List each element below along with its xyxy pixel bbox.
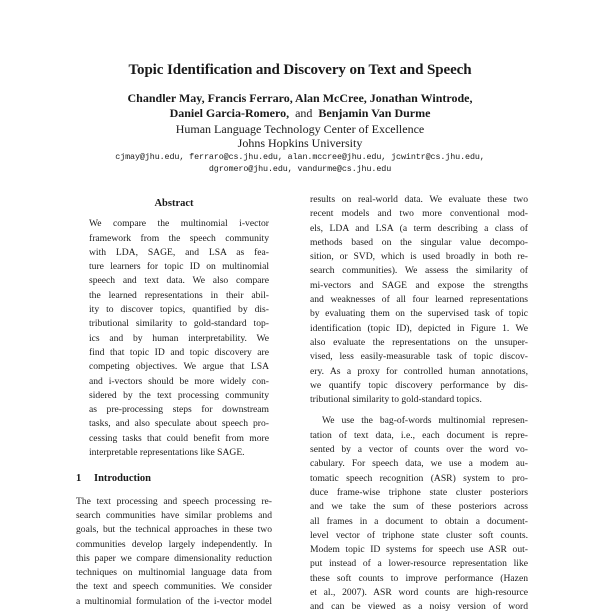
body-line: the text and speech communities. We consider (76, 581, 272, 593)
body-line: recent models and two more conventional mod- (310, 208, 528, 220)
author-names: Benjamin Van Durme (318, 105, 431, 120)
affiliation (0, 122, 600, 150)
paper-title: Topic Identification and Discovery on Text and Speech (128, 62, 472, 78)
body-line: els, LDA and LSA (a term describing a class of (310, 222, 528, 234)
body-line: a multinomial formulation of the i-vector model (76, 595, 272, 607)
abstract-line: as pre-processing steps for downstream (89, 404, 269, 416)
abstract-body (76, 217, 272, 460)
abstract-line: ture learners for topic ID on multinomial (89, 261, 269, 273)
body-line: duce frame-wise triphone state cluster posteriors (310, 486, 528, 498)
abstract-line: ity to discover topics, quantified by dis- (89, 304, 269, 316)
author-and: and (295, 105, 313, 120)
abstract-line: tasks, and also speculate about speech pro- (89, 418, 269, 430)
body-line: these soft counts to improve performance (Hazen (310, 572, 528, 584)
section-heading-introduction (76, 472, 272, 486)
body-line: cabulary. For speech data, we use a modem au- (310, 458, 528, 470)
author-emails (0, 152, 600, 175)
body-line: methods based on the singular value decompo- (310, 236, 528, 248)
body-line: techniques on multinomial language data from (76, 567, 272, 579)
body-line: We use the bag-of-words multinomial represen- (322, 415, 528, 427)
body-line: search communities). We assess the similarity of (310, 265, 528, 277)
body-line: level vector of triphone state cluster soft counts. (310, 529, 528, 541)
body-line: this paper we compare dimensionality reduction (76, 552, 272, 564)
body-line: by evaluating them on the supervised task of topic (310, 308, 528, 320)
body-line: sition, or SVD, which is used broadly in both re- (310, 251, 528, 263)
body-line: tomatic speech recognition (ASR) system to pro- (310, 472, 528, 484)
abstract-line: We compare the multinomial i-vector (89, 218, 269, 230)
body-line: communities develop largely independently. In (76, 538, 272, 550)
body-line: goals, but the technical approaches in these two (76, 524, 272, 536)
abstract-line: ics and by human interpretability. We (89, 332, 269, 344)
section-number: 1 (76, 473, 82, 485)
abstract-line: interpretable representations like SAGE. (89, 447, 245, 459)
body-line: and can be viewed as a noisy version of word (310, 601, 528, 613)
section-title: Introduction (94, 473, 151, 485)
abstract-line: framework from the speech community (89, 232, 269, 244)
body-line: tributional similarity to gold-standard topics. (310, 394, 482, 406)
email-line: cjmay@jhu.edu, ferraro@cs.jhu.edu, alan.mccree@jhu.edu, jcwintr@cs.jhu.edu, (115, 152, 485, 162)
abstract-line: and i-vectors should be more widely con- (89, 375, 269, 387)
body-line: mi-vectors and SAGE and expose the strengths (310, 279, 528, 291)
author-line: Chandler May, Francis Ferraro, Alan McCree, Jonathan Wintrode, (127, 91, 473, 105)
abstract-line: cessing tasks that could benefit from more (89, 432, 269, 444)
body-line: we quantify topic discovery performance by dis- (310, 379, 528, 391)
body-line: results on real-world data. We evaluate these two (310, 194, 528, 205)
body-line: and we take the sum of these posteriors across (310, 501, 528, 513)
body-line: The text processing and speech processing re- (76, 495, 272, 507)
introduction-body (76, 495, 272, 609)
left-column (76, 197, 272, 609)
body-line: et al., 2007). ASR word counts are high-resource (310, 587, 528, 599)
body-line: Modem topic ID systems for speech use ASR out- (310, 544, 528, 556)
body-line: and weaknesses of all four learned representations (310, 294, 528, 306)
abstract-line: competing objectives. We argue that LSA (89, 361, 269, 373)
body-line: sented by a vector of counts over the word vo- (310, 444, 528, 456)
body-line: all frames in a document to obtain a document- (310, 515, 528, 527)
abstract-heading: Abstract (154, 198, 194, 209)
body-line: tation of text data, i.e., each document is repre- (310, 429, 528, 441)
affiliation-line: Human Language Technology Center of Excellence (175, 122, 425, 136)
abstract-line: speech and text data. We also compare (89, 275, 269, 287)
abstract-line: find that topic ID and topic discovery are (89, 346, 269, 358)
body-line: identification (topic ID), depicted in Figure 1. We (310, 322, 528, 334)
body-line: search communities have similar problems and (76, 509, 272, 521)
email-line: dgromero@jhu.edu, vandurme@cs.jhu.edu (208, 163, 392, 174)
paragraph (310, 414, 528, 614)
body-line: vised, less easily-measurable task of topic discov- (310, 351, 528, 363)
affiliation-line: Johns Hopkins University (237, 136, 363, 150)
body-line: put instead of a lower-resource representation like (310, 558, 528, 570)
body-line: ery. As a proxy for controlled human annotations, (310, 365, 528, 377)
paragraph (310, 193, 528, 407)
abstract-line: tributional similarity to gold-standard top- (89, 318, 269, 330)
abstract-line: with LDA, SAGE, and LSA as fea- (89, 246, 269, 258)
author-names: Daniel Garcia-Romero, (169, 105, 290, 120)
author-block (0, 91, 600, 120)
body-line: also evaluate the representations on the unsuper- (310, 336, 528, 348)
abstract-line: the learned representations in their abil- (89, 289, 269, 301)
author-line (0, 106, 600, 121)
right-column (310, 193, 528, 615)
abstract-line: sidered by the text processing community (89, 389, 269, 401)
